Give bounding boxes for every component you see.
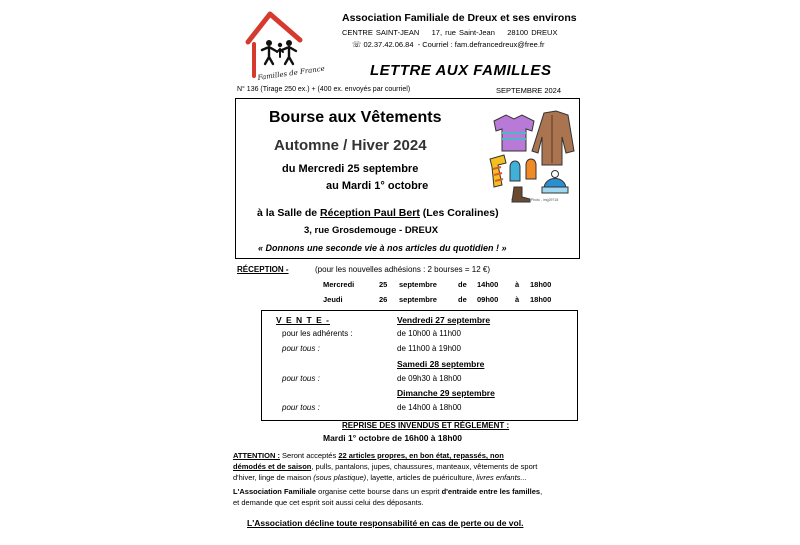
address-street: 17, rue Saint-Jean [431, 28, 495, 37]
members-label: pour les adhérents : [282, 329, 353, 338]
reception-month: septembre [399, 280, 437, 289]
association-address [342, 28, 557, 37]
reception-to-word: à [515, 280, 520, 289]
attention-label: ATTENTION : [233, 451, 280, 460]
reception-date: 25 [379, 280, 388, 289]
event-title: Bourse aux Vêtements [269, 109, 442, 126]
attention-text: , layette, articles de puériculture, [366, 473, 477, 482]
reception-from: 14h00 [477, 280, 499, 289]
attention-line-2 [233, 462, 537, 472]
attention-italic: (sous plastique) [313, 473, 367, 482]
all-label: pour tous : [282, 344, 320, 353]
reception-row [0, 280, 800, 292]
sale-box [261, 310, 578, 421]
address-city: 28100 DREUX [507, 28, 558, 37]
attention-line-1 [233, 451, 504, 461]
issue-date: SEPTEMBRE 2024 [496, 86, 562, 95]
familles-de-france-logo [242, 10, 326, 90]
reception-from-word: de [458, 280, 467, 289]
sale-day-friday: Vendredi 27 septembre [397, 315, 491, 325]
all-label: pour tous : [282, 403, 320, 412]
reception-to: 18h00 [530, 280, 552, 289]
issue-info: N° 136 (Tirage 250 ex.) + (400 ex. envoyés par courriel) [237, 86, 411, 93]
reception-month: septembre [399, 295, 437, 304]
sale-title: V E N T E - [276, 315, 330, 325]
sale-day-saturday: Samedi 28 septembre [397, 359, 485, 369]
winter-clothes-illustration [486, 107, 576, 203]
reception-day: Jeudi [323, 295, 343, 304]
reception-day: Mercredi [323, 280, 355, 289]
reception-label: RÉCEPTION - [237, 265, 289, 274]
pickup-title: REPRISE DES INVENDUS ET RÈGLEMENT : [342, 421, 510, 430]
event-start-date: du Mercredi 25 septembre [282, 163, 419, 175]
reception-to: 18h00 [530, 295, 552, 304]
venue-name: Réception Paul Bert [320, 207, 420, 219]
venue-suffix: (Les Coralines) [419, 207, 499, 219]
association-contact [352, 40, 545, 49]
sunday-slot: de 14h00 à 18h00 [397, 403, 462, 412]
friday-members-slot: de 10h00 à 11h00 [397, 329, 461, 338]
event-end-date: au Mardi 1° octobre [326, 180, 429, 192]
attention-highlight: démodés et de saison [233, 462, 312, 471]
logo-graphic [242, 10, 326, 90]
sale-day-sunday: Dimanche 29 septembre [397, 388, 495, 398]
association-line-2: et demande que cet esprit soit aussi celui des déposants. [233, 498, 424, 507]
association-bold: L'Association Familiale [233, 487, 317, 496]
attention-text: , pulls, pantalons, jupes, chaussures, manteaux, vêtements de sport [311, 462, 538, 471]
pickup-date: Mardi 1° octobre de 16h00 à 18h00 [323, 433, 462, 443]
saturday-slot: de 09h30 à 18h00 [397, 374, 462, 383]
reception-row [0, 295, 800, 307]
event-season: Automne / Hiver 2024 [274, 137, 427, 154]
attention-line-3 [233, 473, 527, 483]
association-text: organise cette bourse dans un esprit [316, 487, 442, 496]
contact-email: - Courriel : fam.defrancedreux@free.fr [417, 40, 545, 49]
association-text: , [540, 487, 543, 496]
friday-all-slot: de 11h00 à 19h00 [397, 344, 461, 353]
event-slogan: « Donnons une seconde vie à nos articles du quotidien ! » [258, 243, 507, 253]
venue-line [257, 207, 499, 219]
all-label: pour tous : [282, 374, 320, 383]
event-box [235, 98, 580, 259]
venue-street: 3, rue Grosdemouge - DREUX [304, 225, 439, 236]
attention-text: Seront acceptés [279, 451, 339, 460]
venue-prefix: à la Salle de [257, 207, 321, 219]
newsletter-title: LETTRE AUX FAMILLES [370, 62, 552, 79]
attention-highlight: 22 articles propres, en bon état, repassés, non [338, 451, 504, 460]
association-name: Association Familiale de Dreux et ses environs [342, 12, 577, 24]
attention-italic: livres enfants... [476, 473, 527, 482]
reception-to-word: à [515, 295, 520, 304]
attention-text: d'hiver, linge de maison [233, 473, 314, 482]
reception-from: 09h00 [477, 295, 499, 304]
reception-note: (pour les nouvelles adhésions : 2 bourses = 12 €) [315, 265, 490, 274]
association-line-1 [233, 487, 542, 497]
image-credit: © Cat Stock Photo - img29718 [511, 198, 559, 202]
contact-phone: ☏ 02.37.42.06.84 [352, 40, 414, 49]
logo-caption: Familles de France [257, 64, 326, 82]
reception-date: 26 [379, 295, 388, 304]
association-bold: d'entraide entre les familles [441, 487, 541, 496]
address-center: CENTRE SAINT-JEAN [342, 28, 420, 37]
reception-from-word: de [458, 295, 467, 304]
liability-disclaimer: L'Association décline toute responsabilité en cas de perte ou de vol. [247, 518, 524, 528]
